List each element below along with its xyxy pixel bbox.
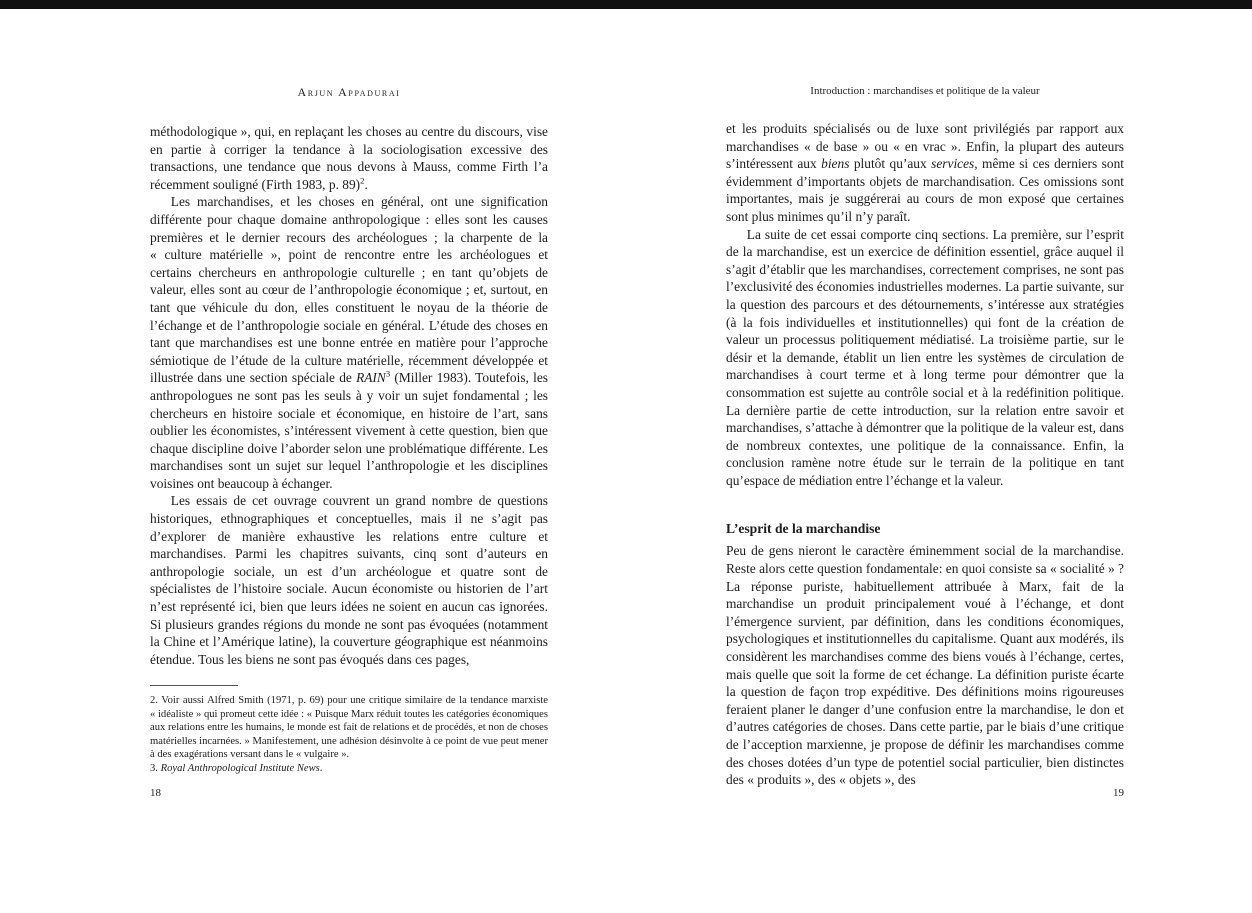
paragraph: La suite de cet essai comporte cinq sections. La première, sur l’esprit de la marchandise, est un exercice de définition essentiel, grâce auquel il s’agit d’établir que les marchandises, correctement comprises, ne sont pas l’exclusivité des économies industrielles modernes. La partie suivante, sur la question des parcours et des détournements, s’intéresse aux stratégies (à la fois individuelles et institutionnelles) qui font de la création de valeur un processus politiquement médiatisé. La troisième partie, sur le désir et la demande, établit un lien entre les systèmes de circulation de marchandises à court terme et à long terme pour démontrer que la consommation est sujette au contrôle social et à la redéfinition politique. La dernière partie de cette introduction, sur la relation entre savoir et marchandises, s’attache à démontrer que la politique de la valeur est, dans de nombreux contextes, une politique de la connaissance. Enfin, la conclusion ramène notre étude sur le terrain de la politique en tant qu’espace de médiation entre l’échange et la valeur. [726, 226, 1124, 488]
section-heading: L’esprit de la marchandise [726, 521, 881, 537]
right-page-body [726, 120, 1124, 789]
paragraph: Les marchandises, et les choses en général, ont une signification différente pour chaque domaine anthropologique : elles sont les causes premières et le dernier recours des archéologues ; la charpente de la « culture matérielle », point de rencontre entre les archéologues et certains chercheurs en anthropologie culturelle ; en tant qu’objets de valeur, elles sont au cœur de l’anthropologie économique ; et, surtout, en tant que véhicule du don, elles constituent le noyau de la théorie de l’échange et de l’anthropologie sociale en général. L’étude des choses en tant que marchandises est une bonne entrée en matière pour l’approche sémiotique de l’étude de la culture matérielle, récemment développée et illustrée dans une section spéciale de RAIN$^3$ (Miller 1983). Toutefois, les anthropologues ne sont pas les seuls à y voir un sujet fondamental ; les chercheurs en histoire sociale et économique, en histoire de l’art, sans oublier les économistes, s’intéressent vivement à cette question, bien que chaque discipline doive l’aborder selon une problématique différente. Les marchandises sont un sujet sur lequel l’anthropologie et les disciplines voisines ont beaucoup à échanger. [150, 194, 548, 491]
right-page [726, 85, 1124, 845]
page-number-right: 19 [1113, 787, 1124, 799]
scan-edge-bar [0, 0, 1252, 9]
footnote: 2. Voir aussi Alfred Smith (1971, p. 69) pour une critique similaire de la tendance marxiste « idéaliste » qui promeut cette idée : « Puisque Marx réduit toutes les catégories économiques aux relations entre les humains, le monde est fait de relations et de procédés, et non de choses matérielles incarnées. » Manifestement, une adhésion désinvolte à ce point de vue peut mener à des exagérations versant dans le « vulgaire ». [150, 695, 548, 761]
footnote-rule [150, 685, 238, 686]
page-number-left: 18 [150, 787, 161, 799]
left-page-body [150, 123, 548, 776]
paragraph: méthodologique », qui, en replaçant les choses au centre du discours, vise en partie à corriger la tendance à la sociologisation excessive des transactions, une tendance que nous devons à Mauss, comme Firth l’a récemment souligné (Firth 1983, p. 89)$^2$. [150, 124, 548, 192]
paragraph: Peu de gens nieront le caractère éminemment social de la marchandise. Reste alors cette question fondamentale: en quoi consiste sa « socialité » ? La réponse puriste, habituellement attribuée à Marx, fait de la marchandise un produit principalement voué à l’échange, et dont l’émergence survient, par définition, dans les conditions économiques, psychologiques et institutionnelles du capitalisme. Quant aux modérés, ils considèrent les marchandises comme des biens voués à l’échange, certes, mais quelle que soit la forme de cet échange. La définition puriste écarte la question de façon trop expéditive. Des définitions moins rigoureuses feraient planer le danger d’une confusion entre la marchandise, le don et d’autres catégories de choses. Dans cette partie, par le biais d’une critique de l’acception marxienne, je propose de définir les marchandises comme des choses dotées d’un type de potentiel social particulier, bien distinctes des « produits », des « objets », des [726, 543, 1124, 788]
running-head-chapter-title: Introduction : marchandises et politique de la valeur [810, 85, 1040, 97]
paragraph: Les essais de cet ouvrage couvrent un grand nombre de questions historiques, ethnographiques et conceptuelles, mais il ne s’agit pas d’explorer de manière exhaustive les relations entre culture et marchandises. Parmi les chapitres suivants, cinq sont d’auteurs en anthropologie sociale, un est d’un archéologue et quatre sont de spécialistes de l’histoire sociale. Aucun économiste ou historien de l’art n’est représenté ici, bien que leurs idées ne soient en aucun cas ignorées. Si plusieurs grandes régions du monde ne sont pas évoquées (notamment la Chine et l’Amérique latine), la couverture géographique est néanmoins étendue. Tous les biens ne sont pas évoqués dans ces pages, [150, 493, 548, 667]
running-head-author: Arjun Appadurai [297, 85, 401, 99]
footnote: 3. Royal Anthropological Institute News. [150, 763, 323, 775]
paragraph: et les produits spécialisés ou de luxe sont privilégiés par rapport aux marchandises « de base » ou « en vrac ». Enfin, la plupart des auteurs s’intéressent aux biens plutôt qu’aux services, même si ces derniers sont évidemment d’importants objets de marchandisation. Ces omissions sont importantes, mais je suggérerai au cours de mon exposé que certaines sont plus minimes qu’il n’y paraît. [726, 121, 1124, 224]
left-page [150, 85, 548, 845]
